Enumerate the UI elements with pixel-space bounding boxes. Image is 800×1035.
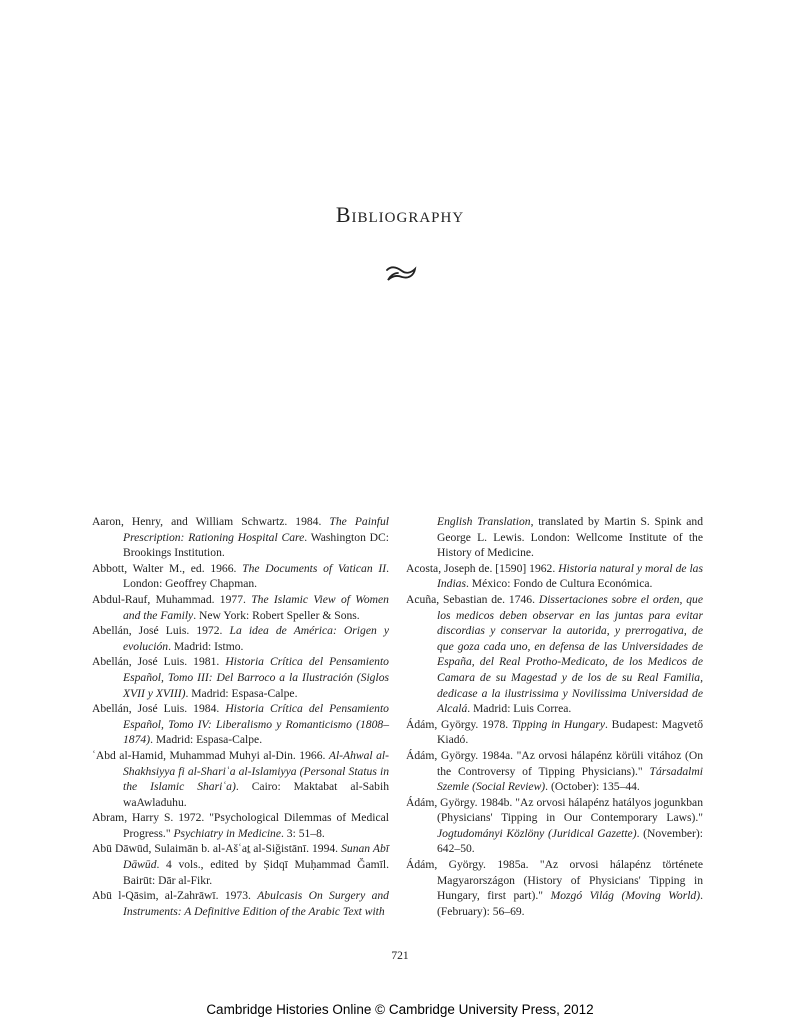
bib-entry: Ádám, György. 1984a. "Az orvosi hálapénz körüli vitához (On the Controversy of Tipping Physicians)." Társadalmi Szemle (Social Review). (October): 135–44.: [406, 748, 703, 794]
bib-entry: Abellán, José Luis. 1981. Historia Crítica del Pensamiento Español, Tomo III: Del Barroco a la Ilustración (Siglos XVII y XVIII). Madrid: Espasa-Calpe.: [92, 655, 389, 700]
bib-entry: Abbott, Walter M., ed. 1966. The Documents of Vatican II. London: Geoffrey Chapman.: [92, 561, 389, 591]
bib-entry: Abū Dāwūd, Sulaimān b. al-Ašʿaṯ al-Siğistānī. 1994. Sunan Abī Dāwūd. 4 vols., edited by Ṣidqī Muḥammad Ğamīl. Bairūt: Dār al-Fikr.: [92, 842, 390, 887]
bib-entry: Acosta, Joseph de. [1590] 1962. Historia natural y moral de las Indias. México: Fondo de Cultura Económica.: [406, 561, 703, 591]
bib-entry: ʿAbd al-Hamid, Muhammad Muhyi al-Din. 1966. Al-Ahwal al-Shakhsiyya fi al-Shariʿa al-Islamiyya (Personal Status in the Islamic Shariʿa). Cairo: Maktabat al-Sabih waAwladuhu.: [92, 748, 389, 809]
bib-entry: Abdul-Rauf, Muhammad. 1977. The Islamic View of Women and the Family. New York: Robert Speller & Sons.: [92, 592, 389, 622]
bib-entry: Ádám, György. 1984b. "Az orvosi hálapénz hatályos jogunkban (Physicians' Tipping in Our Contemporary Laws)." Jogtudományi Közlöny (Juridical Gazette). (November): 642–50.: [406, 795, 703, 856]
bib-entry: Ádám, György. 1978. Tipping in Hungary. Budapest: Magvető Kiadó.: [406, 717, 703, 747]
copyright-footer: Cambridge Histories Online © Cambridge University Press, 2012: [206, 1002, 594, 1017]
bib-entry: Abram, Harry S. 1972. "Psychological Dilemmas of Medical Progress." Psychiatry in Medicine. 3: 51–8.: [92, 811, 389, 840]
bib-entry: Abellán, José Luis. 1984. Historia Crítica del Pensamiento Español, Tomo IV: Liberalismo y Romanticismo (1808–1874). Madrid: Espasa-Calpe.: [92, 702, 389, 747]
bib-entry: Ádám, György. 1985a. "Az orvosi hálapénz története Magyarországon (History of Physicians' Tipping in Hungary, first part)." Mozgó Világ (Moving World). (February): 56–69.: [406, 858, 703, 918]
bib-entry: Abellán, José Luis. 1972. La idea de América: Origen y evolución. Madrid: Istmo.: [92, 624, 389, 653]
swash-ornament-icon: [384, 264, 418, 284]
page-number: 721: [391, 950, 409, 962]
page-title: Bibliography: [335, 202, 465, 227]
bibliography-column-right: [406, 514, 703, 919]
bib-entry-continued: English Translation, translated by Martin S. Spink and George L. Lewis. London: Wellcome Institute of the History of Medicine.: [437, 515, 704, 560]
bib-entry: Aaron, Henry, and William Schwartz. 1984. The Painful Prescription: Rationing Hospital Care. Washington DC: Brookings Institution.: [92, 515, 390, 560]
bib-entry: Acuña, Sebastian de. 1746. Dissertaciones sobre el orden, que los medicos deben observar en las juntas para evitar discordias y conservar la autorida, y prerrogativa, de que goza cada uno, en defensa de las Universidades de España, del Real Protho-Medicato, de los Medicos de Camara de su Magestad y de los de su Real Familia, dedicase a la ilustrissima y Novilissima Universidad de Alcalá. Madrid: Luis Correa.: [406, 592, 703, 716]
bibliography-column-left: [92, 514, 389, 919]
bib-entry: Abū l-Qāsim, al-Zahrāwī. 1973. Abulcasis On Surgery and Instruments: A Definitive Edition of the Arabic Text with: [92, 889, 389, 918]
